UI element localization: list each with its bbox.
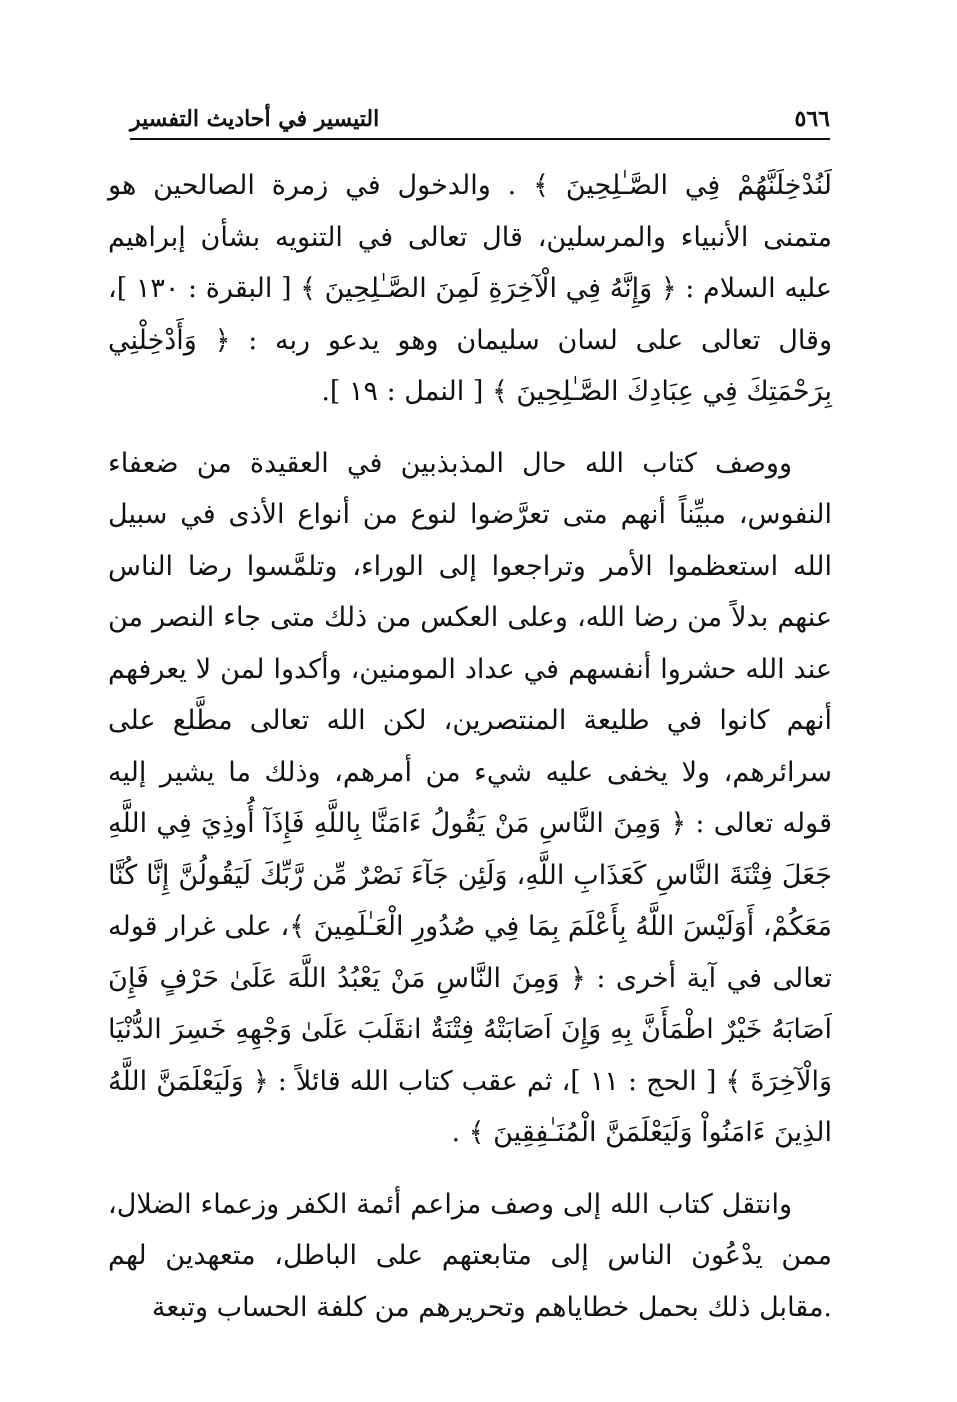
page-body [108, 160, 832, 1353]
paragraph-1: لَنُدْخِلَنَّهُمْ فِي الصَّـٰلِحِينَ ﴾ . والدخول في زمرة الصالحين هو متمنى الأنبياء والمرسلين، قال تعالى في التنويه بشأن إبراهيم عليه السلام : ﴿ وَإِنَّهُ فِي الْآخِرَةِ لَمِنَ الصَّـٰلِحِينَ ﴾ [ البقرة : ١٣٠ ]، وقال تعالى على لسان سليمان وهو يدعو ربه : ﴿ وَأَدْخِلْنِي بِرَحْمَتِكَ فِي عِبَادِكَ الصَّـٰلِحِينَ ﴾ [ النمل : ١٩ ]. [108, 170, 832, 407]
paragraph-3: وانتقل كتاب الله إلى وصف مزاعم أئمة الكفر وزعماء الضلال، ممن يدْعُون الناس إلى متابعتهم على الباطل، متعهدين لهم .مقابل ذلك بحمل خطاياهم وتحريرهم من كلفة الحساب وتبعة [108, 1188, 832, 1323]
page-number: ٥٦٦ [794, 106, 830, 132]
page-header [130, 92, 830, 140]
running-title: التيسير في أحاديث التفسير [130, 106, 380, 132]
paragraph-2: ووصف كتاب الله حال المذبذبين في العقيدة من ضعفاء النفوس، مبيِّناً أنهم متى تعرَّضوا لنوع من أنواع الأذى في سبيل الله استعظموا الأمر وتراجعوا إلى الوراء، وتلمَّسوا رضا الناس عنهم بدلاً من رضا الله، وعلى العكس من ذلك متى جاء النصر من عند الله حشروا أنفسهم في عداد المومنين، وأكدوا لمن لا يعرفهم أنهم كانوا في طليعة المنتصرين، لكن الله تعالى مطَّلع على سرائرهم، ولا يخفى عليه شيء من أمرهم، وذلك ما يشير إليه قوله تعالى : ﴿ وَمِنَ النَّاسِ مَنْ يَقُولُ ءَامَنَّا بِاللَّهِ فَإِذَآ أُوذِيَ فِي اللَّهِ جَعَلَ فِتْنَةَ النَّاسِ كَعَذَابِ اللَّهِ، وَلَئِن جَآءَ نَصْرٌ مِّن رَّبِّكَ لَيَقُولُنَّ إِنَّا كُنَّا مَعَكُمْ، أَوَلَيْسَ اللَّهُ بِأَعْلَمَ بِمَا فِي صُدُورِ الْعَـٰلَمِينَ ﴾، على غرار قوله تعالى في آية أخرى : ﴿ وَمِنَ النَّاسِ مَنْ يَعْبُدُ اللَّهَ عَلَىٰ حَرْفٍ فَإِنَ اَصَابَهُ خَيْرٌ اطْمَأَنَّ بِهِ وَإِنَ اَصَابَتْهُ فِتْنَةٌ انقَلَبَ عَلَىٰ وَجْهِهِ خَسِرَ الدُّنْيَا وَالْآخِرَةَ ﴾ [ الحج : ١١ ]، ثم عقب كتاب الله قائلاً : ﴿ وَلَيَعْلَمَنَّ اللَّهُ الذِينَ ءَامَنُواْ وَلَيَعْلَمَنَّ الْمُنَـٰفِقِينَ ﴾ . [108, 447, 833, 1148]
